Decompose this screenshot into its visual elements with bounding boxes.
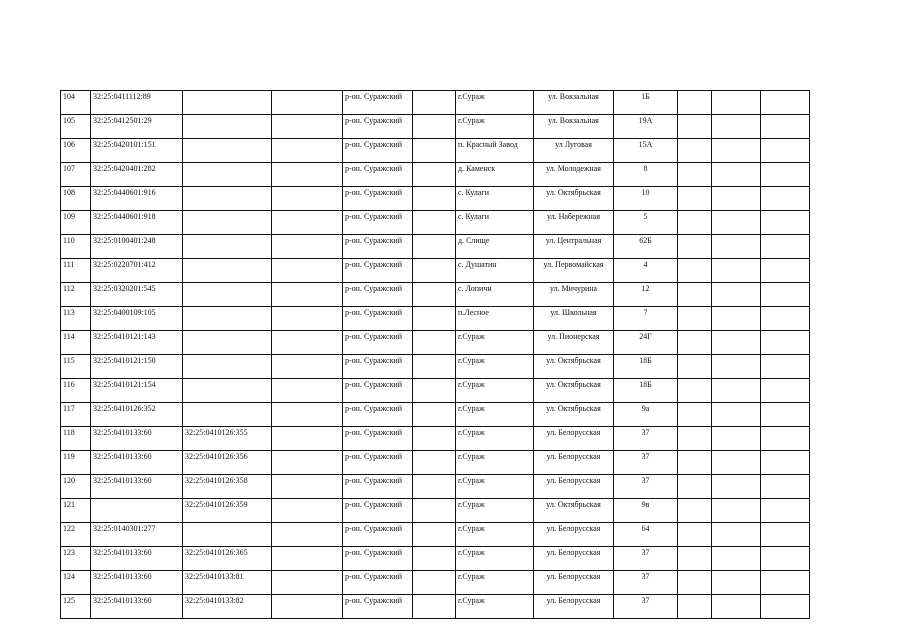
cell-house: 37 (614, 595, 678, 619)
cell-empty (678, 355, 712, 379)
cell-cadastral-number-2: 32:25:0410126:359 (183, 499, 272, 523)
cell-empty (712, 595, 761, 619)
cell-cadastral-number-2 (183, 259, 272, 283)
table-row (61, 427, 810, 451)
cell-row-number: 118 (61, 427, 91, 451)
cell-house: 15А (614, 139, 678, 163)
cell-street: ул. Белорусская (534, 427, 614, 451)
cell-house: 37 (614, 427, 678, 451)
table-row (61, 307, 810, 331)
cell-cadastral-number-2 (183, 115, 272, 139)
cell-empty (413, 547, 456, 571)
cell-empty (413, 331, 456, 355)
cell-empty (712, 259, 761, 283)
cell-empty (272, 571, 343, 595)
cell-empty (413, 91, 456, 115)
cell-district: р-он. Суражский (343, 427, 413, 451)
cell-cadastral-number: 32:25:0410133:60 (91, 547, 183, 571)
cell-empty (712, 355, 761, 379)
cell-row-number: 111 (61, 259, 91, 283)
cell-street: ул. Вокзальная (534, 115, 614, 139)
cell-street: ул. Пионерская (534, 331, 614, 355)
cell-empty (413, 403, 456, 427)
table-row (61, 379, 810, 403)
table-row (61, 211, 810, 235)
cell-cadastral-number: 32:25:0140301:277 (91, 523, 183, 547)
cell-empty (272, 235, 343, 259)
cell-district: р-он. Суражский (343, 115, 413, 139)
table-row (61, 139, 810, 163)
cell-district: р-он. Суражский (343, 475, 413, 499)
cell-empty (761, 91, 810, 115)
cell-empty (272, 331, 343, 355)
cell-empty (712, 115, 761, 139)
cell-row-number: 125 (61, 595, 91, 619)
table-row (61, 187, 810, 211)
cell-locality: г.Сураж (456, 547, 534, 571)
cell-street: ул. Мичурина (534, 283, 614, 307)
cell-empty (272, 115, 343, 139)
cell-empty (678, 91, 712, 115)
cell-empty (413, 283, 456, 307)
cell-cadastral-number: 32:25:0410133:60 (91, 451, 183, 475)
cell-locality: г.Сураж (456, 115, 534, 139)
cell-locality: г.Сураж (456, 595, 534, 619)
cell-house: 4 (614, 259, 678, 283)
cell-empty (413, 523, 456, 547)
cell-district: р-он. Суражский (343, 547, 413, 571)
cell-empty (761, 283, 810, 307)
cell-district: р-он. Суражский (343, 235, 413, 259)
cell-empty (413, 355, 456, 379)
cell-row-number: 115 (61, 355, 91, 379)
cell-empty (678, 163, 712, 187)
cell-cadastral-number: 32:25:0410121:154 (91, 379, 183, 403)
cell-empty (413, 427, 456, 451)
cell-empty (678, 403, 712, 427)
cell-empty (678, 283, 712, 307)
cell-empty (761, 499, 810, 523)
cell-street: ул. Белорусская (534, 475, 614, 499)
cell-cadastral-number-2: 32:25:0410133:82 (183, 595, 272, 619)
cell-row-number: 104 (61, 91, 91, 115)
cell-row-number: 114 (61, 331, 91, 355)
cell-row-number: 120 (61, 475, 91, 499)
cell-empty (761, 571, 810, 595)
cell-cadastral-number: 32:25:0411112:89 (91, 91, 183, 115)
cell-locality: г.Сураж (456, 403, 534, 427)
cell-locality: г.Сураж (456, 475, 534, 499)
cell-street: ул. Белорусская (534, 595, 614, 619)
cell-cadastral-number-2 (183, 211, 272, 235)
cell-row-number: 122 (61, 523, 91, 547)
table-row (61, 595, 810, 619)
cell-empty (761, 451, 810, 475)
cell-house: 19А (614, 115, 678, 139)
cell-empty (272, 163, 343, 187)
cell-locality: г.Сураж (456, 331, 534, 355)
cell-empty (678, 307, 712, 331)
cell-cadastral-number-2 (183, 355, 272, 379)
cell-locality: г.Сураж (456, 427, 534, 451)
cell-cadastral-number: 32:25:0410133:60 (91, 427, 183, 451)
cell-row-number: 116 (61, 379, 91, 403)
table-row (61, 403, 810, 427)
cell-row-number: 108 (61, 187, 91, 211)
cell-empty (272, 451, 343, 475)
cell-house: 37 (614, 475, 678, 499)
cell-cadastral-number: 32:25:0420101:151 (91, 139, 183, 163)
cell-cadastral-number: 32:25:0410121:143 (91, 331, 183, 355)
cell-district: р-он. Суражский (343, 259, 413, 283)
cell-empty (272, 211, 343, 235)
cell-district: р-он. Суражский (343, 355, 413, 379)
cell-empty (413, 139, 456, 163)
cell-empty (712, 475, 761, 499)
cell-empty (272, 91, 343, 115)
cell-cadastral-number: 32:25:0440601:918 (91, 211, 183, 235)
table-row (61, 283, 810, 307)
cell-empty (761, 235, 810, 259)
cell-empty (678, 211, 712, 235)
table-row (61, 235, 810, 259)
cell-row-number: 121 (61, 499, 91, 523)
cell-empty (761, 595, 810, 619)
cell-district: р-он. Суражский (343, 451, 413, 475)
cell-house: 12 (614, 283, 678, 307)
cell-empty (413, 451, 456, 475)
cell-empty (272, 595, 343, 619)
table-row (61, 91, 810, 115)
cell-empty (712, 379, 761, 403)
cell-house: 5 (614, 211, 678, 235)
cell-street: ул. Октябрьская (534, 187, 614, 211)
cell-empty (712, 139, 761, 163)
cell-cadastral-number: 32:25:0410126:352 (91, 403, 183, 427)
cell-row-number: 113 (61, 307, 91, 331)
cell-empty (272, 259, 343, 283)
cell-house: 9в (614, 499, 678, 523)
table-row (61, 163, 810, 187)
cell-empty (761, 139, 810, 163)
table-row (61, 523, 810, 547)
cell-cadastral-number-2 (183, 283, 272, 307)
cell-empty (678, 475, 712, 499)
cell-cadastral-number-2 (183, 187, 272, 211)
cell-cadastral-number: 32:25:0410133:60 (91, 595, 183, 619)
cell-empty (712, 187, 761, 211)
cell-cadastral-number-2 (183, 403, 272, 427)
cell-empty (413, 475, 456, 499)
cell-empty (761, 211, 810, 235)
cell-locality: п. Красный Завод (456, 139, 534, 163)
table-row (61, 547, 810, 571)
cell-empty (678, 331, 712, 355)
cell-empty (678, 451, 712, 475)
cell-cadastral-number-2: 32:25:0410126:365 (183, 547, 272, 571)
cell-locality: д. Слище (456, 235, 534, 259)
cell-empty (678, 547, 712, 571)
cell-locality: п.Лесное (456, 307, 534, 331)
cell-empty (272, 403, 343, 427)
cell-empty (712, 403, 761, 427)
cell-cadastral-number-2 (183, 163, 272, 187)
cell-empty (761, 163, 810, 187)
cell-empty (712, 91, 761, 115)
cell-empty (712, 547, 761, 571)
cell-house: 8 (614, 163, 678, 187)
cell-cadastral-number: 32:25:0440601:916 (91, 187, 183, 211)
cell-empty (678, 259, 712, 283)
cell-district: р-он. Суражский (343, 499, 413, 523)
cell-row-number: 112 (61, 283, 91, 307)
cell-house: 10 (614, 187, 678, 211)
cell-cadastral-number-2 (183, 523, 272, 547)
cell-cadastral-number-2: 32:25:0410126:356 (183, 451, 272, 475)
cell-locality: г.Сураж (456, 451, 534, 475)
cell-row-number: 124 (61, 571, 91, 595)
cell-row-number: 109 (61, 211, 91, 235)
cell-empty (712, 307, 761, 331)
cell-empty (413, 163, 456, 187)
cell-empty (272, 547, 343, 571)
cell-empty (712, 283, 761, 307)
cell-empty (413, 259, 456, 283)
cell-cadastral-number-2: 32:25:0410126:355 (183, 427, 272, 451)
cell-locality: с. Лопичи (456, 283, 534, 307)
cell-empty (761, 427, 810, 451)
cell-empty (712, 427, 761, 451)
table-row (61, 259, 810, 283)
table-row (61, 475, 810, 499)
cell-house: 1Б (614, 91, 678, 115)
cell-district: р-он. Суражский (343, 523, 413, 547)
cell-cadastral-number-2 (183, 379, 272, 403)
cell-street: ул. Октябрьская (534, 499, 614, 523)
cell-empty (413, 499, 456, 523)
cell-empty (413, 187, 456, 211)
cell-cadastral-number: 32:25:0412501:29 (91, 115, 183, 139)
cell-empty (272, 499, 343, 523)
table-row (61, 571, 810, 595)
cell-empty (678, 235, 712, 259)
cell-empty (761, 187, 810, 211)
cell-empty (413, 211, 456, 235)
cell-cadastral-number-2 (183, 91, 272, 115)
cell-row-number: 110 (61, 235, 91, 259)
cell-cadastral-number-2: 32:25:0410133:81 (183, 571, 272, 595)
cell-empty (678, 427, 712, 451)
table-row (61, 499, 810, 523)
cell-empty (761, 547, 810, 571)
cell-empty (712, 211, 761, 235)
cell-empty (272, 355, 343, 379)
cell-cadastral-number: 32:25:0410133:60 (91, 475, 183, 499)
cell-district: р-он. Суражский (343, 379, 413, 403)
cell-empty (761, 475, 810, 499)
cell-empty (272, 523, 343, 547)
cell-district: р-он. Суражский (343, 403, 413, 427)
cell-empty (413, 379, 456, 403)
cell-street: ул. Центральная (534, 235, 614, 259)
registry-table (60, 90, 810, 619)
cell-empty (678, 595, 712, 619)
cell-empty (413, 595, 456, 619)
cell-empty (712, 571, 761, 595)
cell-street: ул. Вокзальная (534, 91, 614, 115)
cell-house: 18Б (614, 379, 678, 403)
cell-district: р-он. Суражский (343, 91, 413, 115)
cell-locality: с. Кулаги (456, 211, 534, 235)
cell-street: ул. Набережная (534, 211, 614, 235)
cell-empty (678, 499, 712, 523)
cell-house: 9а (614, 403, 678, 427)
cell-house: 37 (614, 451, 678, 475)
cell-locality: д. Каменск (456, 163, 534, 187)
cell-locality: г.Сураж (456, 91, 534, 115)
cell-cadastral-number: 32:25:0410121:150 (91, 355, 183, 379)
cell-row-number: 106 (61, 139, 91, 163)
cell-empty (678, 115, 712, 139)
cell-empty (761, 355, 810, 379)
table-row (61, 451, 810, 475)
cell-street: ул. Молодежная (534, 163, 614, 187)
cell-cadastral-number-2 (183, 235, 272, 259)
cell-empty (272, 379, 343, 403)
cell-street: ул. Октябрьская (534, 379, 614, 403)
table-row (61, 331, 810, 355)
cell-empty (761, 115, 810, 139)
cell-cadastral-number: 32:25:0400109:105 (91, 307, 183, 331)
cell-district: р-он. Суражский (343, 163, 413, 187)
cell-row-number: 123 (61, 547, 91, 571)
cell-empty (761, 403, 810, 427)
cell-house: 7 (614, 307, 678, 331)
cell-street: ул. Октябрьская (534, 403, 614, 427)
cell-street: ул. Белорусская (534, 547, 614, 571)
cell-empty (761, 331, 810, 355)
cell-street: ул. Школьная (534, 307, 614, 331)
cell-empty (413, 235, 456, 259)
cell-house: 64 (614, 523, 678, 547)
cell-cadastral-number: 32:25:0320201:545 (91, 283, 183, 307)
table-body (61, 91, 810, 619)
cell-row-number: 105 (61, 115, 91, 139)
cell-empty (712, 523, 761, 547)
cell-locality: с. Душатин (456, 259, 534, 283)
cell-cadastral-number: 32:25:0420401:282 (91, 163, 183, 187)
cell-district: р-он. Суражский (343, 187, 413, 211)
cell-empty (761, 307, 810, 331)
cell-row-number: 117 (61, 403, 91, 427)
cell-house: 62Б (614, 235, 678, 259)
cell-district: р-он. Суражский (343, 139, 413, 163)
cell-locality: г.Сураж (456, 355, 534, 379)
cell-empty (272, 427, 343, 451)
cell-street: ул. Белорусская (534, 451, 614, 475)
cell-street: ул. Октябрьская (534, 355, 614, 379)
cell-empty (712, 163, 761, 187)
cell-empty (413, 307, 456, 331)
cell-empty (761, 523, 810, 547)
table-row (61, 355, 810, 379)
cell-cadastral-number: 32:25:0100401:248 (91, 235, 183, 259)
cell-cadastral-number: 32:25:0220701:412 (91, 259, 183, 283)
cell-street: ул Луговая (534, 139, 614, 163)
cell-empty (413, 571, 456, 595)
cell-empty (712, 235, 761, 259)
cell-locality: г.Сураж (456, 523, 534, 547)
cell-empty (712, 451, 761, 475)
cell-empty (761, 259, 810, 283)
cell-empty (678, 379, 712, 403)
cell-cadastral-number-2 (183, 139, 272, 163)
cell-house: 18Б (614, 355, 678, 379)
table-row (61, 115, 810, 139)
cell-locality: г.Сураж (456, 571, 534, 595)
cell-empty (678, 187, 712, 211)
cell-empty (272, 307, 343, 331)
cell-empty (678, 139, 712, 163)
cell-house: 37 (614, 547, 678, 571)
cell-empty (413, 115, 456, 139)
cell-empty (678, 571, 712, 595)
cell-house: 37 (614, 571, 678, 595)
cell-locality: г.Сураж (456, 499, 534, 523)
cell-locality: г.Сураж (456, 379, 534, 403)
cell-empty (272, 187, 343, 211)
cell-street: ул. Белорусская (534, 571, 614, 595)
cell-cadastral-number (91, 499, 183, 523)
cell-cadastral-number-2 (183, 331, 272, 355)
cell-district: р-он. Суражский (343, 307, 413, 331)
cell-house: 24Г (614, 331, 678, 355)
cell-cadastral-number: 32:25:0410133:60 (91, 571, 183, 595)
cell-district: р-он. Суражский (343, 571, 413, 595)
cell-empty (712, 331, 761, 355)
cell-cadastral-number-2 (183, 307, 272, 331)
cell-empty (712, 499, 761, 523)
cell-district: р-он. Суражский (343, 211, 413, 235)
cell-locality: с. Кулаги (456, 187, 534, 211)
cell-street: ул. Первомайская (534, 259, 614, 283)
cell-street: ул. Белорусская (534, 523, 614, 547)
cell-empty (678, 523, 712, 547)
cell-district: р-он. Суражский (343, 595, 413, 619)
cell-empty (272, 475, 343, 499)
cell-district: р-он. Суражский (343, 331, 413, 355)
cell-empty (761, 379, 810, 403)
cell-row-number: 119 (61, 451, 91, 475)
cell-district: р-он. Суражский (343, 283, 413, 307)
cell-empty (272, 283, 343, 307)
cell-cadastral-number-2: 32:25:0410126:358 (183, 475, 272, 499)
cell-row-number: 107 (61, 163, 91, 187)
cell-empty (272, 139, 343, 163)
